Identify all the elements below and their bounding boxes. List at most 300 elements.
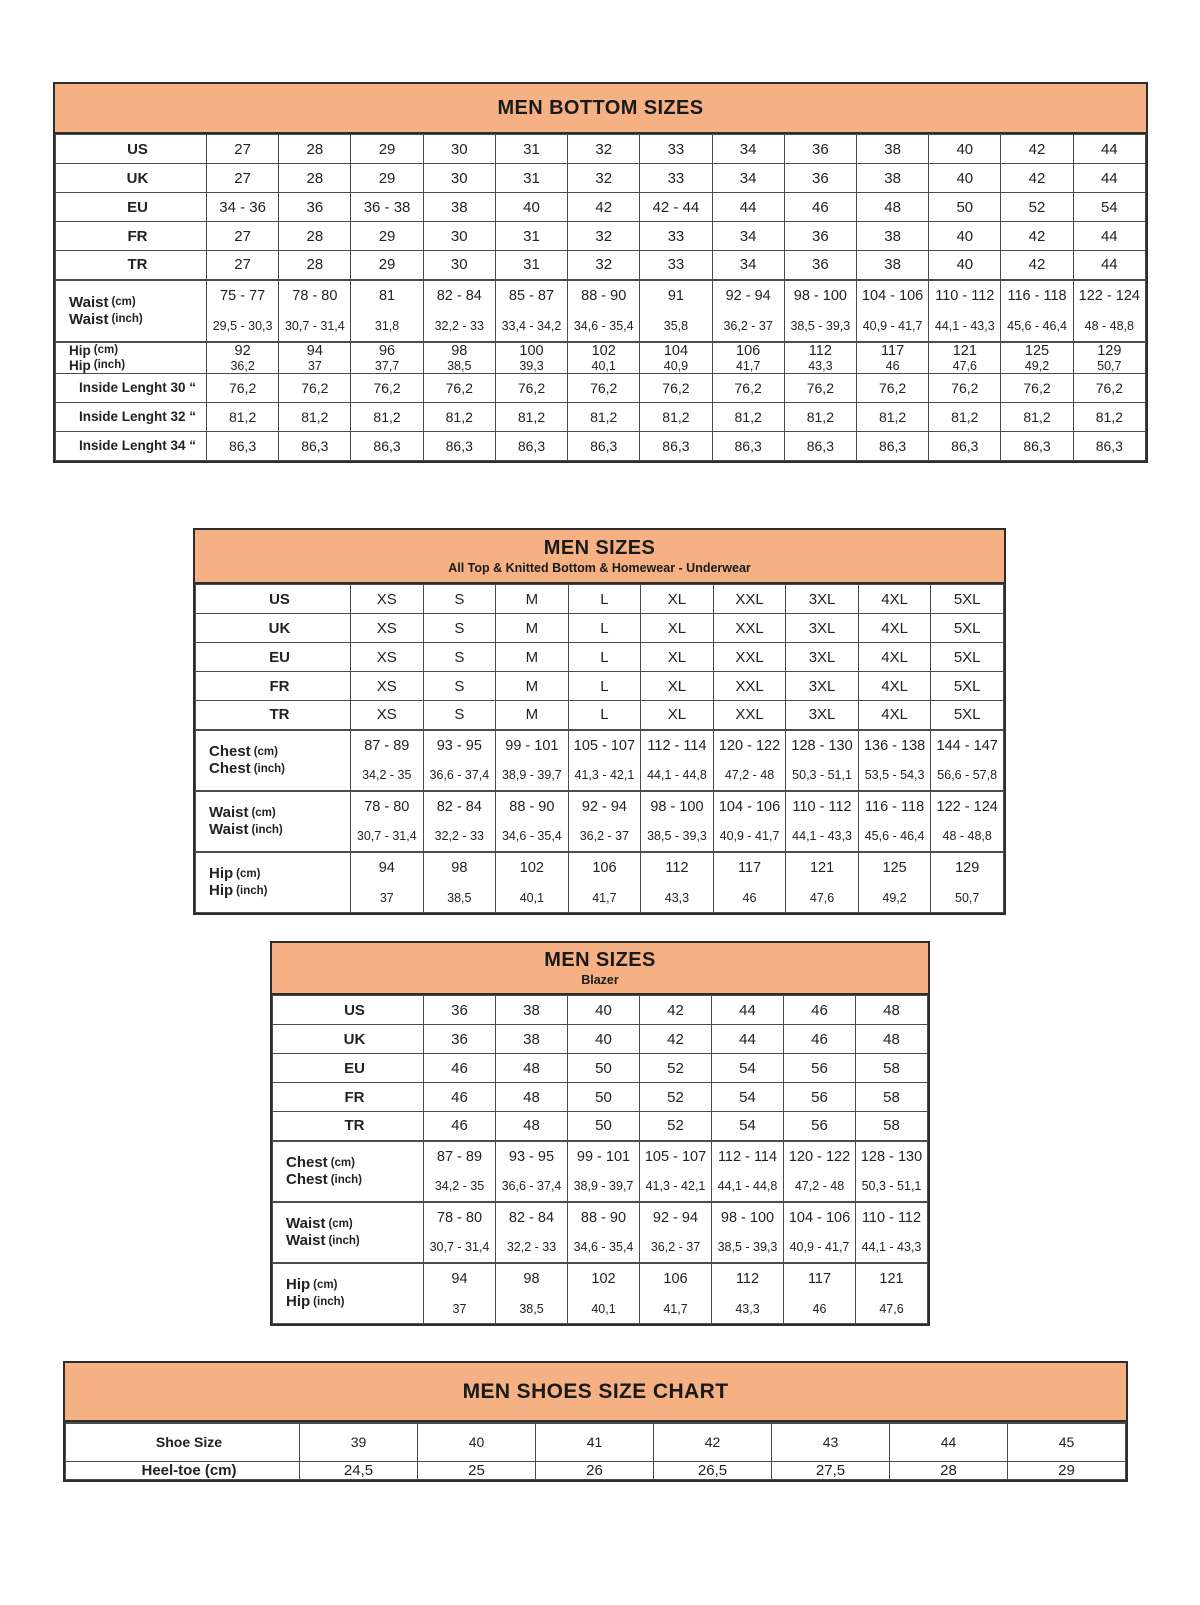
size-cell [423,852,496,913]
size-cell [1001,342,1073,374]
measure-name: Hip [209,882,234,900]
size-cell-values [496,343,567,373]
size-cell: 44 [1073,135,1145,164]
value-cm: 104 [663,342,689,359]
measure-name: Waist [286,1232,326,1249]
size-cell: 81,2 [856,402,928,431]
row-label: FR [196,672,351,701]
size-cell: 76,2 [351,373,423,402]
value-cm: 92 - 94 [725,288,771,305]
size-cell: L [568,672,641,701]
size-cell: 86,3 [495,431,567,460]
size-cell: 30 [423,222,495,251]
table-men-bottom-sizes [53,82,1148,463]
size-cell: 50 [568,1112,640,1141]
size-cell [496,852,569,913]
size-cell: 54 [712,1112,784,1141]
size-cell-values [351,343,422,373]
value-cm: 105 - 107 [644,1148,707,1165]
value-cm: 100 [519,342,544,359]
size-cell: 4XL [858,614,931,643]
measure-name: Waist [209,804,249,821]
row-label [196,852,351,913]
row-label-line [196,743,350,760]
value-inch: 49,2 [882,890,907,905]
size-cell: 5XL [931,585,1004,614]
row-label: US [273,996,424,1025]
size-cell [640,280,712,342]
measure-unit: (inch) [313,1295,345,1308]
size-cell: 86,3 [856,431,928,460]
size-cell-values [713,281,784,341]
size-cell: 5XL [931,672,1004,701]
size-cell-values [929,343,1000,373]
size-cell-values [424,1264,495,1324]
size-cell [495,280,567,342]
table-subtitle: Blazer [581,973,619,987]
size-cell-values [1001,281,1072,341]
row-label-line [56,343,206,358]
size-cell: 40 [568,1025,640,1054]
size-cell-values [857,343,928,373]
value-inch: 50,3 - 51,1 [792,768,852,783]
size-cell: M [496,614,569,643]
value-cm: 94 [378,859,395,876]
size-cell [568,1263,640,1324]
size-cell [858,791,931,852]
size-cell: 40 [418,1423,536,1461]
size-cell: 39 [300,1423,418,1461]
measure-unit: (cm) [253,745,278,758]
size-cell [496,1141,568,1202]
table-row [196,672,1004,701]
measure-unit: (inch) [236,884,268,897]
value-cm: 78 - 80 [364,798,410,815]
size-cell: 28 [279,222,351,251]
size-cell: 48 [856,1025,928,1054]
size-cell-values [424,343,495,373]
size-cell: 81,2 [207,402,279,431]
value-inch: 38,5 [447,890,472,905]
size-cell: 31 [495,222,567,251]
value-inch: 44,1 - 44,8 [717,1179,778,1194]
value-inch: 41,7 [663,1301,688,1316]
table-row [56,135,1146,164]
size-cell: 86,3 [351,431,423,460]
table-row [66,1423,1126,1461]
table-row [273,1025,928,1054]
size-cell: 29 [351,251,423,280]
row-label: UK [273,1025,424,1054]
size-cell: 76,2 [207,373,279,402]
size-cell: 27,5 [772,1461,890,1479]
size-cell [713,791,786,852]
size-cell: 30 [423,135,495,164]
size-cell [640,1141,712,1202]
size-cell [568,730,641,791]
size-cell: 81,2 [568,402,640,431]
size-cell-values [569,792,641,851]
value-inch: 36,2 - 37 [723,319,773,334]
table-row [196,791,1004,852]
value-inch: 37 [452,1301,467,1316]
value-inch: 46 [742,890,757,905]
value-cm: 120 - 122 [788,1148,851,1165]
measure-name: Chest [209,743,251,760]
size-cell-values [496,1264,567,1324]
size-cell: 76,2 [1001,373,1073,402]
value-inch: 30,7 - 31,4 [429,1240,490,1255]
value-inch: 40,9 - 41,7 [789,1240,850,1255]
value-cm: 87 - 89 [436,1148,483,1165]
size-cell: 58 [856,1112,928,1141]
measure-name: Waist [69,310,109,328]
row-label-line [56,358,206,373]
size-cell: 36 [784,135,856,164]
size-cell [713,852,786,913]
size-cell: 44 [1073,222,1145,251]
size-cell-values [784,1264,855,1324]
table-title: MEN BOTTOM SIZES [497,96,704,119]
size-cell: 54 [1073,193,1145,222]
size-cell: 29 [351,135,423,164]
size-cell: 45 [1008,1423,1126,1461]
row-label [196,791,351,852]
value-inch: 44,1 - 43,3 [792,829,852,844]
table-row [196,585,1004,614]
size-cell: 5XL [931,614,1004,643]
row-label [56,342,207,374]
size-cell [856,1202,928,1263]
size-cell: 48 [496,1054,568,1083]
value-cm: 87 - 89 [364,737,410,754]
measure-unit: (cm) [313,1278,338,1291]
size-cell: 46 [424,1083,496,1112]
size-cell: 33 [640,222,712,251]
value-cm: 92 - 94 [581,798,627,815]
size-cell: 46 [424,1112,496,1141]
size-cell-values [859,853,931,913]
size-cell [496,1263,568,1324]
value-inch: 44,1 - 44,8 [647,768,707,783]
size-cell-values [640,343,711,373]
size-grid [55,134,1146,461]
size-cell-values [714,792,786,851]
value-inch: 37,7 [374,358,400,373]
size-cell: 41 [536,1423,654,1461]
size-cell: XS [351,643,424,672]
size-cell: L [568,701,641,730]
value-inch: 29,5 - 30,3 [212,319,273,334]
value-inch: 41,7 [592,890,617,905]
value-inch: 36,2 [230,358,255,373]
size-cell: 28 [279,251,351,280]
table-row [273,996,928,1025]
size-cell: 44 [1073,251,1145,280]
size-cell: M [496,643,569,672]
value-cm: 98 - 100 [793,288,847,305]
value-inch: 38,9 - 39,7 [573,1179,634,1194]
size-cell: 76,2 [1073,373,1145,402]
size-cell-values [496,792,568,851]
measure-unit: (inch) [93,359,126,371]
value-inch: 43,3 [735,1301,760,1316]
size-cell-values [424,1142,495,1201]
table-row [56,222,1146,251]
size-cell-values [857,281,928,341]
size-grid [272,995,928,1324]
value-inch: 50,3 - 51,1 [861,1179,922,1194]
size-cell [351,342,423,374]
value-cm: 112 [735,1270,760,1287]
size-cell: 76,2 [640,373,712,402]
size-cell: 38 [856,164,928,193]
size-cell: 42 [640,996,712,1025]
value-cm: 129 [955,859,980,876]
row-label-line [273,1171,423,1188]
size-cell [929,280,1001,342]
size-cell: XS [351,585,424,614]
size-cell: 34 [712,164,784,193]
table-row [196,614,1004,643]
size-cell: 46 [784,193,856,222]
size-cell: 36 [784,222,856,251]
size-cell [784,280,856,342]
value-cm: 144 - 147 [936,737,998,754]
size-cell: 27 [207,222,279,251]
value-cm: 88 - 90 [509,798,555,815]
size-cell [784,1263,856,1324]
size-cell-values [640,1264,711,1324]
table-row [273,1112,928,1141]
row-label: FR [273,1083,424,1112]
size-cell [351,280,423,342]
measure-name: Hip [69,357,91,373]
size-cell: 81,2 [784,402,856,431]
size-cell: 81,2 [1073,402,1145,431]
size-cell-values [712,1264,783,1324]
size-cell: 86,3 [423,431,495,460]
measure-name: Waist [209,821,249,838]
value-cm: 117 [881,342,905,359]
size-cell: 44 [712,193,784,222]
measure-name: Hip [286,1293,311,1311]
size-cell: 4XL [858,585,931,614]
value-inch: 35,8 [663,319,689,334]
table-header [55,84,1146,134]
size-cell-values [856,1203,927,1262]
size-cell-values [1074,343,1145,373]
value-cm: 91 [667,288,684,305]
size-cell: 81,2 [1001,402,1073,431]
size-cell: 34 [712,251,784,280]
value-inch: 38,5 [447,358,472,373]
measure-unit: (cm) [251,806,276,819]
value-inch: 31,8 [374,319,400,334]
size-cell: 54 [712,1083,784,1112]
value-cm: 92 [234,342,251,359]
value-cm: 105 - 107 [573,737,636,754]
size-cell: 81,2 [929,402,1001,431]
size-cell [858,730,931,791]
table-header [272,943,928,995]
measure-name: Waist [286,1215,326,1232]
size-cell [423,730,496,791]
value-inch: 34,2 - 35 [434,1179,485,1194]
size-cell-values [784,1203,855,1262]
value-cm: 112 [665,859,689,876]
size-cell: 33 [640,251,712,280]
value-cm: 99 - 101 [576,1148,631,1165]
value-inch: 34,6 - 35,4 [573,1240,634,1255]
row-label: TR [273,1112,424,1141]
size-cell: 81,2 [351,402,423,431]
size-cell [712,342,784,374]
size-cell-values [859,731,931,790]
table-subtitle: All Top & Knitted Bottom & Homewear - Underwear [448,561,751,575]
size-cell-values [569,853,641,913]
size-cell: M [496,672,569,701]
size-cell: 56 [784,1054,856,1083]
size-cell: 32 [568,251,640,280]
size-cell-values [929,281,1000,341]
size-cell: 29 [351,164,423,193]
row-label-line [273,1232,423,1249]
table-row [56,373,1146,402]
size-cell: 31 [495,164,567,193]
table-title: MEN SHOES SIZE CHART [462,1379,729,1403]
size-cell: 56 [784,1112,856,1141]
measure-name: Hip [69,342,91,358]
size-cell: XS [351,701,424,730]
value-inch: 34,6 - 35,4 [573,319,634,334]
value-cm: 129 [1097,342,1122,359]
size-cell [1073,342,1145,374]
size-cell: 26,5 [654,1461,772,1479]
value-cm: 82 - 84 [508,1209,555,1226]
size-cell: 58 [856,1083,928,1112]
size-cell-values [424,853,496,913]
size-cell [786,791,859,852]
size-cell [641,791,714,852]
value-inch: 38,9 - 39,7 [501,768,562,783]
value-cm: 99 - 101 [505,737,559,754]
size-cell: 38 [496,1025,568,1054]
value-inch: 49,2 [1024,358,1050,373]
size-cell [423,791,496,852]
size-cell: XL [641,614,714,643]
size-cell: 33 [640,135,712,164]
size-cell: L [568,585,641,614]
table-row [273,1202,928,1263]
table-title: MEN SIZES [544,949,656,971]
size-cell: 40 [495,193,567,222]
table-row [273,1263,928,1324]
table-row [66,1461,1126,1479]
size-cell: 46 [784,996,856,1025]
row-label: EU [56,193,207,222]
size-cell-values [640,281,711,341]
size-cell-values [784,1142,855,1201]
value-inch: 47,6 [952,358,977,373]
size-cell-values [786,853,858,913]
size-cell-values [424,281,495,341]
row-label [273,1202,424,1263]
size-cell: 54 [712,1054,784,1083]
size-cell: 44 [1073,164,1145,193]
value-cm: 94 [451,1270,468,1287]
size-cell: 48 [496,1083,568,1112]
table-row [196,852,1004,913]
size-cell: 30 [423,251,495,280]
size-cell: 25 [418,1461,536,1479]
measure-unit: (inch) [328,1234,360,1247]
table-row [56,251,1146,280]
table-row [273,1083,928,1112]
row-label: Heel-toe (cm) [66,1461,300,1479]
value-cm: 112 - 114 [717,1148,778,1165]
value-inch: 41,3 - 42,1 [645,1179,706,1194]
value-cm: 96 [378,342,396,359]
row-label: EU [273,1054,424,1083]
size-cell-values [786,792,858,851]
size-cell-values [786,731,858,790]
measure-unit: (cm) [330,1156,355,1169]
value-inch: 30,7 - 31,4 [284,319,345,334]
size-cell: 28 [279,135,351,164]
value-cm: 92 - 94 [652,1209,699,1226]
size-grid [195,584,1004,913]
size-cell [568,791,641,852]
value-cm: 104 - 106 [861,288,924,305]
size-cell: 42 [1001,222,1073,251]
value-inch: 41,7 [735,358,761,373]
size-cell: 4XL [858,672,931,701]
value-cm: 106 [736,342,761,359]
size-cell-values [207,343,278,373]
size-cell-values [856,1264,927,1324]
size-cell: 36 - 38 [351,193,423,222]
size-cell [856,1141,928,1202]
size-cell-values [856,1142,927,1201]
size-cell: 28 [279,164,351,193]
size-cell: 4XL [858,643,931,672]
size-cell [496,791,569,852]
value-cm: 78 - 80 [436,1209,483,1226]
size-cell [712,280,784,342]
size-cell: 86,3 [929,431,1001,460]
size-cell: 42 [1001,135,1073,164]
size-cell: 38 [856,135,928,164]
row-label-line [56,294,206,311]
size-cell: 30 [423,164,495,193]
row-label-line [196,760,350,777]
table-men-sizes-blazer [270,941,930,1326]
size-cell [351,852,424,913]
value-inch: 40,9 [663,358,689,373]
size-cell: 52 [640,1054,712,1083]
size-cell [424,1141,496,1202]
size-cell-values [496,281,567,341]
size-cell: 36 [279,193,351,222]
size-cell [858,852,931,913]
size-cell-values [714,731,786,790]
row-label-line [273,1276,423,1293]
size-cell-values [424,792,496,851]
size-cell [784,1141,856,1202]
size-cell: 27 [207,251,279,280]
size-cell: 36 [424,996,496,1025]
